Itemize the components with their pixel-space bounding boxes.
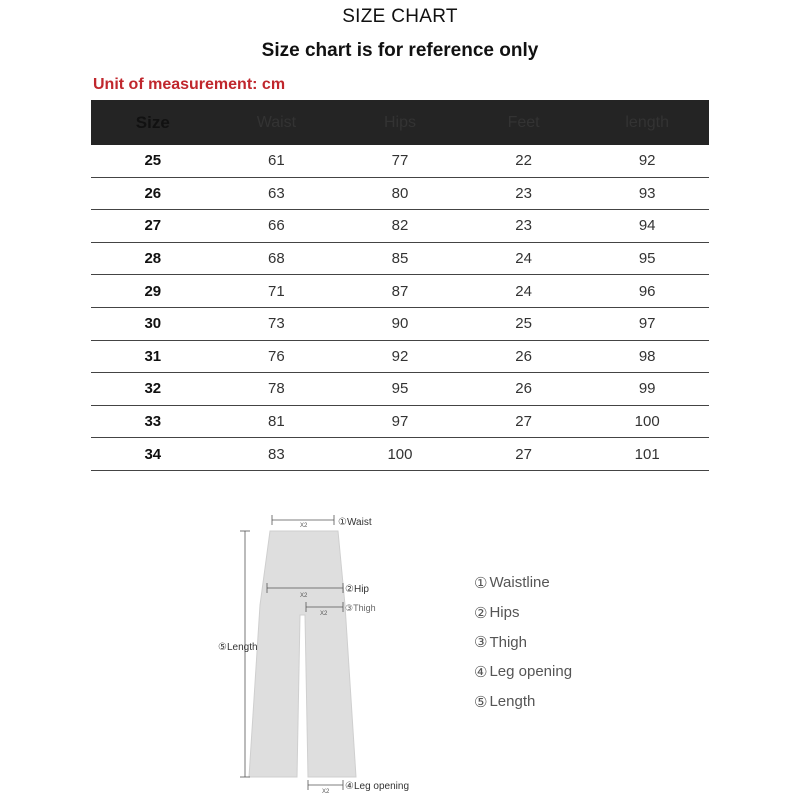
column-header-length: length (625, 113, 669, 131)
leg-opening-number: ④ (345, 781, 354, 792)
legend-number: ② (474, 603, 488, 622)
measurement-legend (474, 568, 572, 716)
cell-feet: 27 (515, 445, 532, 463)
page-title: SIZE CHART (342, 6, 458, 27)
cell-feet: 24 (515, 282, 532, 300)
x2-label-waist: X2 (300, 523, 308, 529)
cell-size: 27 (144, 217, 162, 235)
cell-length: 93 (638, 184, 656, 202)
cell-size: 29 (144, 282, 162, 300)
cell-hips: 100 (387, 445, 413, 463)
hip-number: ② (345, 584, 354, 595)
table-row (91, 308, 709, 341)
svg-text:②Hip (345, 584, 369, 595)
table-row (91, 438, 709, 471)
x2-label-leg: X2 (322, 789, 330, 795)
svg-text:⑤Length (218, 642, 258, 653)
cell-waist: 73 (268, 315, 285, 333)
table-row (91, 373, 709, 406)
cell-length: 100 (634, 413, 660, 431)
cell-hips: 82 (391, 217, 409, 235)
svg-text:④Leg opening (345, 781, 409, 792)
table-row (91, 341, 709, 374)
cell-size: 34 (144, 445, 162, 463)
waist-number: ① (338, 517, 347, 528)
cell-hips: 80 (391, 184, 409, 202)
cell-feet: 22 (515, 152, 532, 170)
cell-hips: 97 (391, 413, 409, 431)
x2-label-hip: X2 (300, 593, 308, 599)
cell-feet: 23 (515, 217, 532, 235)
legend-number: ③ (474, 633, 488, 652)
legend-item (474, 598, 572, 628)
legend-item (474, 627, 572, 657)
cell-size: 32 (144, 380, 162, 398)
cell-waist: 76 (268, 347, 285, 365)
legend-number: ④ (474, 662, 488, 681)
cell-feet: 25 (515, 315, 532, 333)
legend-item (474, 657, 572, 687)
legend-label: Thigh (489, 633, 527, 651)
table-row (91, 145, 709, 178)
table-row (91, 210, 709, 243)
column-header-waist: Waist (256, 113, 297, 131)
cell-feet: 23 (515, 184, 532, 202)
legend-item (474, 687, 572, 717)
table-row (91, 178, 709, 211)
cell-waist: 81 (268, 413, 285, 431)
table-row (91, 275, 709, 308)
cell-length: 97 (638, 315, 656, 333)
cell-waist: 66 (268, 217, 285, 235)
table-body (91, 145, 709, 471)
legend-label: Leg opening (489, 663, 573, 681)
column-header-size: Size (135, 112, 170, 132)
cell-hips: 92 (391, 347, 409, 365)
cell-size: 26 (144, 184, 162, 202)
cell-hips: 77 (391, 152, 409, 170)
legend-number: ⑤ (474, 692, 488, 711)
cell-feet: 26 (515, 380, 532, 398)
size-table (91, 100, 709, 471)
cell-hips: 87 (391, 282, 409, 300)
cell-waist: 68 (268, 250, 285, 268)
cell-length: 94 (638, 217, 656, 235)
svg-text:③Thigh (345, 603, 376, 614)
cell-length: 96 (638, 282, 656, 300)
cell-size: 25 (144, 152, 162, 170)
cell-waist: 78 (268, 380, 285, 398)
legend-label: Waistline (489, 574, 550, 592)
cell-hips: 95 (391, 380, 409, 398)
cell-length: 98 (638, 347, 656, 365)
thigh-number: ③ (345, 604, 354, 614)
thigh-label: Thigh (353, 603, 376, 613)
x2-label-thigh: X2 (320, 611, 328, 617)
cell-size: 30 (144, 315, 162, 333)
table-row (91, 406, 709, 439)
cell-waist: 63 (268, 184, 285, 202)
page-subtitle: Size chart is for reference only (261, 40, 539, 61)
table-header (91, 100, 709, 145)
cell-size: 31 (144, 347, 162, 365)
cell-size: 28 (144, 250, 162, 268)
cell-length: 92 (638, 152, 656, 170)
cell-waist: 71 (268, 282, 285, 300)
legend-label: Hips (489, 604, 520, 622)
cell-waist: 83 (268, 445, 285, 463)
cell-hips: 85 (391, 250, 409, 268)
legend-item (474, 568, 572, 598)
cell-feet: 27 (515, 413, 532, 431)
length-number: ⑤ (218, 642, 227, 653)
cell-waist: 61 (268, 152, 285, 170)
cell-hips: 90 (391, 315, 409, 333)
pants-silhouette (249, 531, 356, 777)
cell-length: 99 (638, 380, 656, 398)
column-header-hips: Hips (383, 113, 416, 131)
column-header-feet: Feet (507, 113, 540, 131)
hip-label: Hip (353, 584, 369, 595)
leg-opening-label: Leg opening (353, 781, 410, 792)
waist-label: Waist (346, 517, 372, 528)
cell-length: 95 (638, 250, 656, 268)
cell-length: 101 (634, 445, 660, 463)
cell-feet: 24 (515, 250, 532, 268)
cell-size: 33 (144, 413, 162, 431)
length-label: Length (226, 642, 258, 653)
legend-number: ① (474, 573, 488, 592)
table-row (91, 243, 709, 276)
legend-label: Length (489, 693, 536, 711)
unit-note: Unit of measurement: cm (93, 76, 286, 93)
svg-text:①Waist (338, 517, 372, 528)
cell-feet: 26 (515, 347, 532, 365)
